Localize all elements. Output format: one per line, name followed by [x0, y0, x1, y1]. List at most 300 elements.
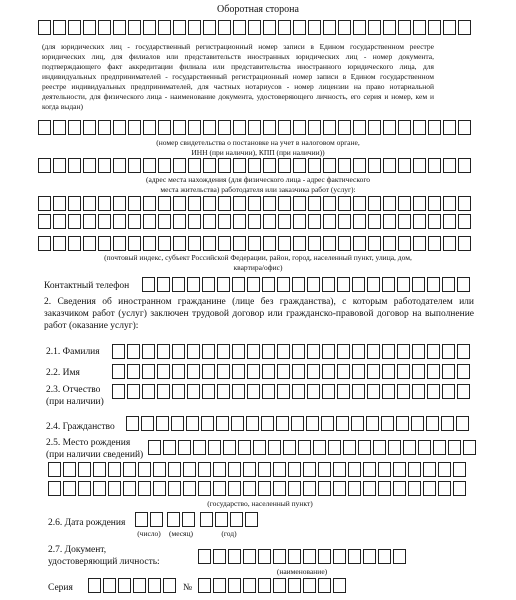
char-cell[interactable] — [158, 158, 171, 173]
char-cell[interactable] — [148, 578, 161, 593]
char-cell[interactable] — [38, 236, 51, 251]
char-cell[interactable] — [382, 364, 395, 379]
char-cell[interactable] — [233, 236, 246, 251]
char-cell[interactable] — [173, 20, 186, 35]
char-cell[interactable] — [383, 120, 396, 135]
char-cell[interactable] — [173, 214, 186, 229]
char-cell[interactable] — [453, 481, 466, 496]
char-cell[interactable] — [63, 481, 76, 496]
char-cell[interactable] — [353, 20, 366, 35]
char-cell[interactable] — [352, 364, 365, 379]
char-cell[interactable] — [108, 481, 121, 496]
char-cell[interactable] — [112, 364, 125, 379]
char-cell[interactable] — [153, 462, 166, 477]
citizenship-grid[interactable] — [126, 416, 471, 431]
char-cell[interactable] — [157, 364, 170, 379]
char-cell[interactable] — [168, 481, 181, 496]
char-cell[interactable] — [438, 481, 451, 496]
char-cell[interactable] — [367, 344, 380, 359]
char-cell[interactable] — [213, 549, 226, 564]
char-cell[interactable] — [293, 236, 306, 251]
char-cell[interactable] — [38, 120, 51, 135]
char-cell[interactable] — [118, 578, 131, 593]
char-cell[interactable] — [458, 236, 471, 251]
char-cell[interactable] — [83, 120, 96, 135]
char-cell[interactable] — [148, 440, 161, 455]
char-cell[interactable] — [203, 20, 216, 35]
char-cell[interactable] — [113, 20, 126, 35]
char-cell[interactable] — [337, 384, 350, 399]
char-cell[interactable] — [232, 277, 245, 292]
char-cell[interactable] — [88, 578, 101, 593]
char-cell[interactable] — [323, 158, 336, 173]
char-cell[interactable] — [298, 440, 311, 455]
char-cell[interactable] — [217, 277, 230, 292]
char-cell[interactable] — [368, 20, 381, 35]
char-cell[interactable] — [138, 481, 151, 496]
char-cell[interactable] — [433, 440, 446, 455]
char-cell[interactable] — [128, 158, 141, 173]
char-cell[interactable] — [383, 236, 396, 251]
char-cell[interactable] — [448, 440, 461, 455]
char-cell[interactable] — [413, 158, 426, 173]
char-cell[interactable] — [458, 214, 471, 229]
char-cell[interactable] — [243, 481, 256, 496]
char-cell[interactable] — [308, 214, 321, 229]
char-cell[interactable] — [337, 364, 350, 379]
char-cell[interactable] — [367, 277, 380, 292]
tax-number-grid[interactable] — [38, 120, 473, 135]
char-cell[interactable] — [258, 578, 271, 593]
char-cell[interactable] — [353, 214, 366, 229]
char-cell[interactable] — [243, 549, 256, 564]
char-cell[interactable] — [68, 214, 81, 229]
char-cell[interactable] — [232, 364, 245, 379]
char-cell[interactable] — [353, 236, 366, 251]
char-cell[interactable] — [412, 277, 425, 292]
char-cell[interactable] — [213, 462, 226, 477]
char-cell[interactable] — [443, 158, 456, 173]
char-cell[interactable] — [292, 364, 305, 379]
char-cell[interactable] — [263, 214, 276, 229]
char-cell[interactable] — [83, 20, 96, 35]
inn-kpp-grid[interactable] — [38, 158, 473, 173]
char-cell[interactable] — [363, 549, 376, 564]
char-cell[interactable] — [228, 578, 241, 593]
name-grid[interactable] — [112, 364, 472, 379]
char-cell[interactable] — [83, 158, 96, 173]
char-cell[interactable] — [183, 462, 196, 477]
char-cell[interactable] — [168, 462, 181, 477]
char-cell[interactable] — [307, 384, 320, 399]
char-cell[interactable] — [396, 416, 409, 431]
char-cell[interactable] — [413, 214, 426, 229]
char-cell[interactable] — [172, 344, 185, 359]
char-cell[interactable] — [368, 236, 381, 251]
char-cell[interactable] — [258, 481, 271, 496]
char-cell[interactable] — [262, 277, 275, 292]
char-cell[interactable] — [348, 549, 361, 564]
birthplace-grid-row-3[interactable] — [48, 481, 468, 496]
address-grid-row-3[interactable] — [38, 236, 473, 251]
char-cell[interactable] — [171, 416, 184, 431]
char-cell[interactable] — [458, 196, 471, 211]
char-cell[interactable] — [343, 440, 356, 455]
char-cell[interactable] — [262, 384, 275, 399]
char-cell[interactable] — [127, 384, 140, 399]
char-cell[interactable] — [103, 578, 116, 593]
char-cell[interactable] — [142, 364, 155, 379]
char-cell[interactable] — [172, 384, 185, 399]
char-cell[interactable] — [293, 158, 306, 173]
char-cell[interactable] — [173, 196, 186, 211]
char-cell[interactable] — [428, 196, 441, 211]
char-cell[interactable] — [277, 344, 290, 359]
char-cell[interactable] — [127, 364, 140, 379]
char-cell[interactable] — [126, 416, 139, 431]
char-cell[interactable] — [156, 416, 169, 431]
char-cell[interactable] — [198, 481, 211, 496]
char-cell[interactable] — [38, 158, 51, 173]
char-cell[interactable] — [150, 512, 163, 527]
char-cell[interactable] — [363, 462, 376, 477]
char-cell[interactable] — [183, 481, 196, 496]
char-cell[interactable] — [428, 158, 441, 173]
char-cell[interactable] — [427, 364, 440, 379]
char-cell[interactable] — [278, 120, 291, 135]
char-cell[interactable] — [292, 277, 305, 292]
char-cell[interactable] — [393, 462, 406, 477]
char-cell[interactable] — [158, 214, 171, 229]
char-cell[interactable] — [93, 462, 106, 477]
char-cell[interactable] — [123, 462, 136, 477]
char-cell[interactable] — [353, 120, 366, 135]
char-cell[interactable] — [188, 120, 201, 135]
birthplace-grid-row-2[interactable] — [48, 462, 468, 477]
char-cell[interactable] — [182, 512, 195, 527]
char-cell[interactable] — [308, 236, 321, 251]
char-cell[interactable] — [243, 462, 256, 477]
char-cell[interactable] — [457, 364, 470, 379]
char-cell[interactable] — [318, 481, 331, 496]
char-cell[interactable] — [293, 214, 306, 229]
char-cell[interactable] — [232, 384, 245, 399]
char-cell[interactable] — [263, 196, 276, 211]
char-cell[interactable] — [128, 120, 141, 135]
char-cell[interactable] — [243, 578, 256, 593]
char-cell[interactable] — [203, 120, 216, 135]
char-cell[interactable] — [63, 462, 76, 477]
char-cell[interactable] — [308, 120, 321, 135]
char-cell[interactable] — [293, 20, 306, 35]
char-cell[interactable] — [428, 20, 441, 35]
char-cell[interactable] — [173, 158, 186, 173]
char-cell[interactable] — [200, 512, 213, 527]
char-cell[interactable] — [307, 277, 320, 292]
char-cell[interactable] — [143, 236, 156, 251]
char-cell[interactable] — [288, 462, 301, 477]
char-cell[interactable] — [388, 440, 401, 455]
char-cell[interactable] — [198, 462, 211, 477]
char-cell[interactable] — [217, 344, 230, 359]
char-cell[interactable] — [230, 512, 243, 527]
char-cell[interactable] — [217, 384, 230, 399]
char-cell[interactable] — [397, 277, 410, 292]
char-cell[interactable] — [351, 416, 364, 431]
char-cell[interactable] — [277, 384, 290, 399]
char-cell[interactable] — [203, 214, 216, 229]
char-cell[interactable] — [128, 196, 141, 211]
char-cell[interactable] — [135, 512, 148, 527]
char-cell[interactable] — [428, 236, 441, 251]
char-cell[interactable] — [458, 20, 471, 35]
char-cell[interactable] — [98, 120, 111, 135]
char-cell[interactable] — [158, 236, 171, 251]
char-cell[interactable] — [293, 196, 306, 211]
surname-grid[interactable] — [112, 344, 472, 359]
char-cell[interactable] — [318, 578, 331, 593]
char-cell[interactable] — [378, 549, 391, 564]
char-cell[interactable] — [188, 236, 201, 251]
char-cell[interactable] — [427, 277, 440, 292]
char-cell[interactable] — [278, 158, 291, 173]
char-cell[interactable] — [233, 196, 246, 211]
char-cell[interactable] — [382, 344, 395, 359]
char-cell[interactable] — [427, 344, 440, 359]
char-cell[interactable] — [338, 20, 351, 35]
char-cell[interactable] — [123, 481, 136, 496]
char-cell[interactable] — [198, 578, 211, 593]
char-cell[interactable] — [248, 196, 261, 211]
char-cell[interactable] — [258, 462, 271, 477]
char-cell[interactable] — [238, 440, 251, 455]
char-cell[interactable] — [413, 20, 426, 35]
char-cell[interactable] — [78, 481, 91, 496]
char-cell[interactable] — [202, 384, 215, 399]
char-cell[interactable] — [68, 236, 81, 251]
char-cell[interactable] — [202, 344, 215, 359]
char-cell[interactable] — [337, 344, 350, 359]
char-cell[interactable] — [186, 416, 199, 431]
char-cell[interactable] — [368, 214, 381, 229]
char-cell[interactable] — [38, 196, 51, 211]
char-cell[interactable] — [383, 158, 396, 173]
char-cell[interactable] — [172, 364, 185, 379]
char-cell[interactable] — [398, 214, 411, 229]
char-cell[interactable] — [188, 20, 201, 35]
char-cell[interactable] — [367, 384, 380, 399]
char-cell[interactable] — [368, 158, 381, 173]
char-cell[interactable] — [323, 196, 336, 211]
char-cell[interactable] — [38, 214, 51, 229]
char-cell[interactable] — [278, 236, 291, 251]
document-name-grid[interactable] — [198, 549, 408, 564]
char-cell[interactable] — [113, 214, 126, 229]
char-cell[interactable] — [393, 481, 406, 496]
char-cell[interactable] — [157, 344, 170, 359]
char-cell[interactable] — [245, 512, 258, 527]
char-cell[interactable] — [187, 364, 200, 379]
char-cell[interactable] — [322, 364, 335, 379]
char-cell[interactable] — [232, 344, 245, 359]
char-cell[interactable] — [158, 20, 171, 35]
char-cell[interactable] — [261, 416, 274, 431]
char-cell[interactable] — [393, 549, 406, 564]
char-cell[interactable] — [333, 549, 346, 564]
char-cell[interactable] — [382, 384, 395, 399]
char-cell[interactable] — [428, 120, 441, 135]
char-cell[interactable] — [322, 384, 335, 399]
char-cell[interactable] — [318, 549, 331, 564]
char-cell[interactable] — [383, 214, 396, 229]
char-cell[interactable] — [273, 462, 286, 477]
char-cell[interactable] — [352, 384, 365, 399]
char-cell[interactable] — [215, 512, 228, 527]
char-cell[interactable] — [303, 481, 316, 496]
char-cell[interactable] — [442, 364, 455, 379]
char-cell[interactable] — [258, 549, 271, 564]
char-cell[interactable] — [273, 481, 286, 496]
char-cell[interactable] — [83, 214, 96, 229]
char-cell[interactable] — [218, 20, 231, 35]
char-cell[interactable] — [53, 120, 66, 135]
char-cell[interactable] — [93, 481, 106, 496]
char-cell[interactable] — [307, 364, 320, 379]
char-cell[interactable] — [163, 440, 176, 455]
char-cell[interactable] — [308, 196, 321, 211]
char-cell[interactable] — [338, 120, 351, 135]
char-cell[interactable] — [203, 158, 216, 173]
char-cell[interactable] — [113, 196, 126, 211]
char-cell[interactable] — [353, 196, 366, 211]
char-cell[interactable] — [438, 462, 451, 477]
char-cell[interactable] — [278, 20, 291, 35]
char-cell[interactable] — [443, 236, 456, 251]
char-cell[interactable] — [457, 277, 470, 292]
char-cell[interactable] — [143, 196, 156, 211]
char-cell[interactable] — [398, 196, 411, 211]
char-cell[interactable] — [173, 120, 186, 135]
char-cell[interactable] — [157, 384, 170, 399]
char-cell[interactable] — [233, 120, 246, 135]
char-cell[interactable] — [412, 364, 425, 379]
char-cell[interactable] — [248, 236, 261, 251]
char-cell[interactable] — [48, 462, 61, 477]
char-cell[interactable] — [78, 462, 91, 477]
char-cell[interactable] — [218, 120, 231, 135]
char-cell[interactable] — [398, 158, 411, 173]
char-cell[interactable] — [248, 20, 261, 35]
char-cell[interactable] — [443, 20, 456, 35]
char-cell[interactable] — [53, 214, 66, 229]
char-cell[interactable] — [98, 20, 111, 35]
char-cell[interactable] — [381, 416, 394, 431]
char-cell[interactable] — [247, 364, 260, 379]
char-cell[interactable] — [263, 120, 276, 135]
char-cell[interactable] — [48, 481, 61, 496]
char-cell[interactable] — [411, 416, 424, 431]
char-cell[interactable] — [128, 214, 141, 229]
registration-number-grid[interactable] — [38, 20, 473, 35]
birthplace-grid-row-1[interactable] — [148, 440, 478, 455]
char-cell[interactable] — [318, 462, 331, 477]
char-cell[interactable] — [321, 416, 334, 431]
char-cell[interactable] — [163, 578, 176, 593]
char-cell[interactable] — [456, 416, 469, 431]
char-cell[interactable] — [246, 416, 259, 431]
patronymic-grid[interactable] — [112, 384, 472, 399]
char-cell[interactable] — [202, 364, 215, 379]
char-cell[interactable] — [322, 277, 335, 292]
char-cell[interactable] — [458, 158, 471, 173]
char-cell[interactable] — [217, 364, 230, 379]
char-cell[interactable] — [278, 214, 291, 229]
char-cell[interactable] — [398, 120, 411, 135]
char-cell[interactable] — [98, 196, 111, 211]
char-cell[interactable] — [397, 364, 410, 379]
char-cell[interactable] — [143, 158, 156, 173]
char-cell[interactable] — [233, 20, 246, 35]
char-cell[interactable] — [443, 120, 456, 135]
birth-day-grid[interactable] — [135, 512, 165, 527]
char-cell[interactable] — [247, 277, 260, 292]
number-grid[interactable] — [198, 578, 348, 593]
char-cell[interactable] — [368, 196, 381, 211]
char-cell[interactable] — [453, 462, 466, 477]
char-cell[interactable] — [198, 549, 211, 564]
char-cell[interactable] — [373, 440, 386, 455]
char-cell[interactable] — [143, 214, 156, 229]
char-cell[interactable] — [68, 20, 81, 35]
char-cell[interactable] — [223, 440, 236, 455]
char-cell[interactable] — [352, 277, 365, 292]
char-cell[interactable] — [408, 481, 421, 496]
char-cell[interactable] — [333, 462, 346, 477]
char-cell[interactable] — [303, 549, 316, 564]
char-cell[interactable] — [233, 214, 246, 229]
char-cell[interactable] — [231, 416, 244, 431]
char-cell[interactable] — [292, 384, 305, 399]
char-cell[interactable] — [268, 440, 281, 455]
char-cell[interactable] — [277, 277, 290, 292]
char-cell[interactable] — [248, 214, 261, 229]
char-cell[interactable] — [178, 440, 191, 455]
char-cell[interactable] — [113, 236, 126, 251]
char-cell[interactable] — [288, 481, 301, 496]
char-cell[interactable] — [83, 236, 96, 251]
char-cell[interactable] — [248, 158, 261, 173]
char-cell[interactable] — [53, 196, 66, 211]
char-cell[interactable] — [263, 236, 276, 251]
char-cell[interactable] — [423, 462, 436, 477]
char-cell[interactable] — [398, 20, 411, 35]
char-cell[interactable] — [143, 20, 156, 35]
char-cell[interactable] — [366, 416, 379, 431]
char-cell[interactable] — [53, 158, 66, 173]
char-cell[interactable] — [173, 236, 186, 251]
char-cell[interactable] — [263, 158, 276, 173]
char-cell[interactable] — [367, 364, 380, 379]
char-cell[interactable] — [338, 214, 351, 229]
char-cell[interactable] — [277, 364, 290, 379]
char-cell[interactable] — [382, 277, 395, 292]
char-cell[interactable] — [288, 549, 301, 564]
char-cell[interactable] — [142, 384, 155, 399]
char-cell[interactable] — [216, 416, 229, 431]
char-cell[interactable] — [348, 481, 361, 496]
char-cell[interactable] — [213, 578, 226, 593]
char-cell[interactable] — [408, 462, 421, 477]
